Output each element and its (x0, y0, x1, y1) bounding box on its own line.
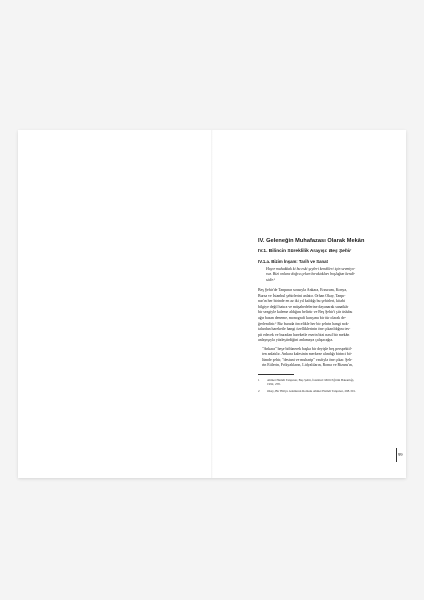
footnote-number: 2 (258, 389, 260, 394)
paragraph-line: bir sezgiyle kaleme aldığını belirtir ve Beş Şehir'i şiir üslubu (258, 310, 353, 315)
chapter-heading: IV. Geleneğin Muhafazası Olarak Mekân (258, 238, 365, 244)
paragraph-line: nar'ın her birinde en az iki yıl kaldığı bu şehirleri, kitabi (258, 299, 346, 304)
paragraph-line: Bursa ve İstanbul şehirlerini anlatır. Orhan Okay, Tanpı- (258, 293, 346, 298)
body-paragraph-1 (258, 288, 394, 343)
footnote-text (267, 389, 394, 394)
section-heading-italic: Beş Şehir (328, 249, 351, 254)
right-page (212, 130, 406, 478)
paragraph-line: ğerlendirir.² Biz burada öncelikle her bir şehrin hangi nok- (258, 321, 349, 326)
epigraph-quote (266, 267, 388, 283)
footnote-line: Okay, Bir Hülya Adamının Romanı Ahmet Hamdi Tanpınar, 298-301. (267, 389, 356, 394)
page-number: 99 (398, 452, 403, 457)
page-number-rule (396, 448, 397, 462)
paragraph-line: pit edecek ve buradan hareketle eserin bizi nasıl bir mekân (258, 332, 350, 337)
book-spread (18, 130, 406, 478)
paragraph-line: talardan hareketle hangi özelliklerinin öne çıkarıldığını tes- (258, 327, 351, 332)
paragraph-line: Beş Şehir'de Tanpınar sırasıyla Ankara, Erzurum, Konya, (258, 288, 348, 293)
footnote-text (267, 378, 394, 387)
paragraph-line: "Ankara" beşe bölünerek başka bir deyişle beş perspektif- (262, 346, 353, 351)
paragraph-line: anlayışıyla yüzleştirdiğini anlamaya çalışacağız. (258, 338, 334, 343)
epigraph-line: ruz. Bizi onlara doğru çeken bıraktıkları boşluğun kendi- (266, 272, 356, 277)
paragraph-line: ten anlatılır. Ankara kalesinin merkeze alındığı birinci bö- (262, 352, 353, 357)
epigraph-line: Hayır muhakkak ki bu eski şeyleri kendileri için sevmiyo- (266, 267, 356, 271)
footnote-line: Ahmet Hamdi Tanpınar, Beş Şehir, İstanbul: Milli Eğitim Bakanlığı, (267, 377, 355, 382)
section-heading (258, 249, 394, 254)
section-heading-prefix: IV.1. Bilincin Süreklilik Arayışı: (258, 249, 329, 254)
epigraph-line: sidir.¹ (266, 277, 275, 282)
left-page-blank (18, 130, 212, 478)
paragraph-line: lümde şehir, "destani ve muharip" vasfıyla öne çıkar. Şeh- (262, 357, 353, 362)
footnote-number: 1 (258, 377, 260, 382)
footnote-divider (258, 374, 294, 375)
paragraph-line: ağır basan deneme, monografi karışımı bir tür olarak de- (258, 315, 347, 320)
paragraph-line: rin Etilerin, Frikyalıların, Lidyalıların, Roma ve Bizans'ın, (262, 363, 353, 368)
footnote-1 (258, 378, 394, 387)
subsection-heading: IV.1.a. Bizim İnşam: Tarih ve Sanat (258, 259, 328, 264)
page-content (258, 238, 394, 396)
body-paragraph-2 (258, 347, 394, 369)
footnote-line: 1992, 258. (267, 382, 281, 387)
paragraph-line: bilgiye değil hatıra ve müşahedelerine dayanarak sanatkâr (258, 304, 349, 309)
footnote-2 (258, 389, 394, 394)
